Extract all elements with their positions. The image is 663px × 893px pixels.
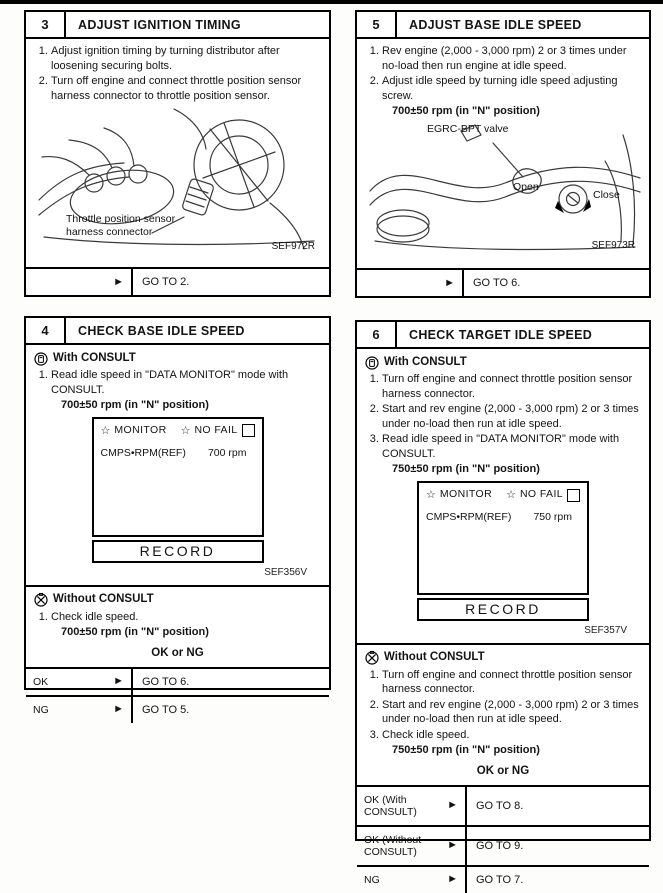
consult-screen-header [426, 488, 580, 503]
spec-value: 700±50 rpm (in "N" position) [392, 105, 540, 118]
procedure-header [357, 322, 649, 349]
consult-monitor-screen [92, 417, 264, 537]
instruction-step: 1. Rev engine (2,000 - 3,000 rpm) 2 or 3 times under no-load then run engine at idle speed. [382, 44, 641, 73]
figure-reference-code: SEF972R [271, 240, 315, 252]
procedure-box-5 [355, 10, 651, 298]
route-row [357, 825, 649, 865]
route-row [26, 267, 329, 295]
scan-edge-artifact [0, 0, 663, 4]
figure-engine-distributor [34, 105, 321, 255]
figure-open-label: Open [513, 180, 539, 193]
no-fail-label: NO FAIL [519, 488, 564, 501]
instruction-step [51, 610, 321, 640]
with-consult-label: With CONSULT [53, 352, 136, 364]
with-consult-icon [34, 352, 48, 366]
instruction-step [382, 74, 641, 119]
route-row [357, 268, 649, 296]
step-number: 3 [26, 12, 66, 37]
instruction-step: 2. Start and rev engine (2,000 - 3,000 rpm) 2 or 3 times under no-load then run at idle speed. [382, 402, 641, 431]
route-condition-label: OK (With CONSULT) [364, 793, 417, 818]
parameter-value: 700 rpm [207, 447, 247, 460]
procedure-header [26, 318, 329, 345]
route-condition-cell [357, 270, 464, 296]
consult-screen-block [34, 417, 321, 581]
screen-checkbox [567, 489, 580, 502]
route-row [357, 785, 649, 825]
star-icon: ☆ [180, 424, 191, 437]
spec-value: 700±50 rpm (in "N" position) [61, 399, 209, 412]
star-icon: ☆ [100, 424, 111, 437]
route-condition-cell [357, 867, 467, 893]
route-row [26, 695, 329, 723]
instruction-text: Check idle speed. [51, 610, 139, 623]
figure-reference-code: SEF357V [584, 625, 627, 637]
route-condition-cell [26, 669, 133, 695]
procedure-body [26, 345, 329, 667]
route-action: GO TO 5. [142, 703, 190, 716]
without-consult-icon [34, 593, 48, 607]
instruction-step [382, 728, 641, 758]
with-consult-heading [34, 351, 321, 366]
ok-or-ng-label: OK or NG [476, 764, 530, 777]
instruction-list [365, 668, 641, 758]
without-consult-icon [365, 651, 379, 665]
procedure-body [357, 39, 649, 268]
route-condition-cell [26, 269, 133, 295]
procedure-header [26, 12, 329, 39]
spec-value: 750±50 rpm (in "N" position) [392, 463, 540, 476]
route-condition-cell [357, 827, 467, 865]
procedure-box-6 [355, 320, 651, 886]
route-condition-cell [26, 697, 133, 723]
route-action: GO TO 7. [476, 873, 524, 886]
route-condition-label: NG [33, 703, 49, 716]
go-arrow-icon: ► [447, 873, 458, 886]
without-consult-heading [365, 650, 641, 665]
section-divider [357, 643, 649, 645]
record-button: RECORD [417, 598, 589, 621]
procedure-header [357, 12, 649, 39]
procedure-body [26, 39, 329, 267]
procedure-body [357, 349, 649, 785]
go-arrow-icon: ► [113, 275, 124, 288]
route-action: GO TO 6. [142, 675, 190, 688]
instruction-list [365, 44, 641, 119]
go-arrow-icon: ► [447, 799, 458, 812]
go-arrow-icon: ► [447, 839, 458, 852]
figure-reference-code: SEF356V [264, 567, 307, 579]
instruction-list [34, 610, 321, 640]
instruction-list [34, 368, 321, 413]
monitor-label: MONITOR [439, 488, 493, 501]
spec-value: 700±50 rpm (in "N" position) [61, 626, 209, 639]
route-action: GO TO 9. [476, 839, 524, 852]
ok-or-ng-label: OK or NG [151, 646, 204, 659]
instruction-step: 2. Turn off engine and connect throttle position sensor harness connector to throttle position sensor. [51, 74, 321, 103]
consult-monitor-screen [417, 481, 589, 595]
with-consult-heading [365, 355, 641, 370]
step-number: 6 [357, 322, 397, 347]
procedure-title: CHECK TARGET IDLE SPEED [409, 327, 593, 342]
without-consult-heading [34, 592, 321, 607]
route-condition-label: OK (Without CONSULT) [364, 833, 422, 858]
instruction-step [51, 368, 321, 413]
consult-screen-block [365, 481, 641, 639]
go-arrow-icon: ► [444, 276, 455, 289]
instruction-step: 2. Start and rev engine (2,000 - 3,000 rpm) 2 or 3 times under no-load then run at idle speed. [382, 698, 641, 727]
figure-art [365, 121, 645, 255]
parameter-name: CMPS•RPM(REF) [100, 447, 186, 460]
spec-value: 750±50 rpm (in "N" position) [392, 744, 540, 757]
star-icon: ☆ [426, 488, 436, 501]
route-row [357, 865, 649, 893]
figure-callout-label: Throttle position sensor harness connector [66, 212, 176, 238]
route-condition-label: OK [33, 675, 49, 688]
route-action: GO TO 6. [473, 277, 521, 289]
figure-close-label: Close [593, 188, 620, 201]
route-action: GO TO 8. [476, 799, 524, 812]
star-icon: ☆ [506, 488, 516, 501]
consult-reading-row [426, 511, 580, 525]
go-arrow-icon: ► [113, 703, 124, 716]
section-divider [26, 585, 329, 587]
instruction-list [34, 44, 321, 103]
parameter-value: 750 rpm [533, 511, 572, 524]
with-consult-icon [365, 356, 379, 370]
screen-checkbox [242, 424, 255, 437]
route-condition-label: NG [364, 873, 380, 886]
consult-screen-header [101, 424, 255, 439]
procedure-title: ADJUST IGNITION TIMING [78, 17, 241, 32]
procedure-box-4 [24, 316, 331, 716]
instruction-step: 1. Turn off engine and connect throttle position sensor harness connector. [382, 372, 641, 401]
consult-reading-row [101, 447, 255, 461]
procedure-box-3 [24, 10, 331, 297]
go-arrow-icon: ► [113, 675, 124, 688]
instruction-list [365, 372, 641, 477]
procedure-title: ADJUST BASE IDLE SPEED [409, 17, 582, 32]
figure-reference-code: SEF973R [591, 240, 635, 252]
record-button: RECORD [92, 540, 264, 563]
with-consult-label: With CONSULT [384, 356, 467, 368]
without-consult-label: Without CONSULT [384, 651, 485, 664]
instruction-step: 1. Turn off engine and connect throttle position sensor harness connector. [382, 668, 641, 697]
monitor-label: MONITOR [114, 424, 167, 437]
step-number: 4 [26, 318, 66, 343]
route-condition-cell [357, 787, 467, 825]
route-row [26, 667, 329, 695]
without-consult-label: Without CONSULT [53, 593, 154, 606]
instruction-text: Check idle speed. [382, 728, 470, 741]
instruction-text: Adjust idle speed by turning idle speed adjusting screw. [382, 75, 618, 102]
instruction-step: 1. Adjust ignition timing by turning distributor after loosening securing bolts. [51, 44, 321, 73]
no-fail-label: NO FAIL [194, 424, 238, 437]
procedure-title: CHECK BASE IDLE SPEED [78, 323, 245, 338]
instruction-step [382, 432, 641, 477]
instruction-text: Read idle speed in "DATA MONITOR" mode with CONSULT. [382, 433, 620, 460]
figure-valve-label: EGRC-BPT valve [427, 122, 509, 135]
figure-idle-adjust-screw [365, 121, 641, 255]
route-action: GO TO 2. [142, 276, 190, 288]
step-number: 5 [357, 12, 397, 37]
instruction-text: Read idle speed in "DATA MONITOR" mode with CONSULT. [51, 369, 289, 396]
parameter-name: CMPS•RPM(REF) [426, 511, 512, 524]
